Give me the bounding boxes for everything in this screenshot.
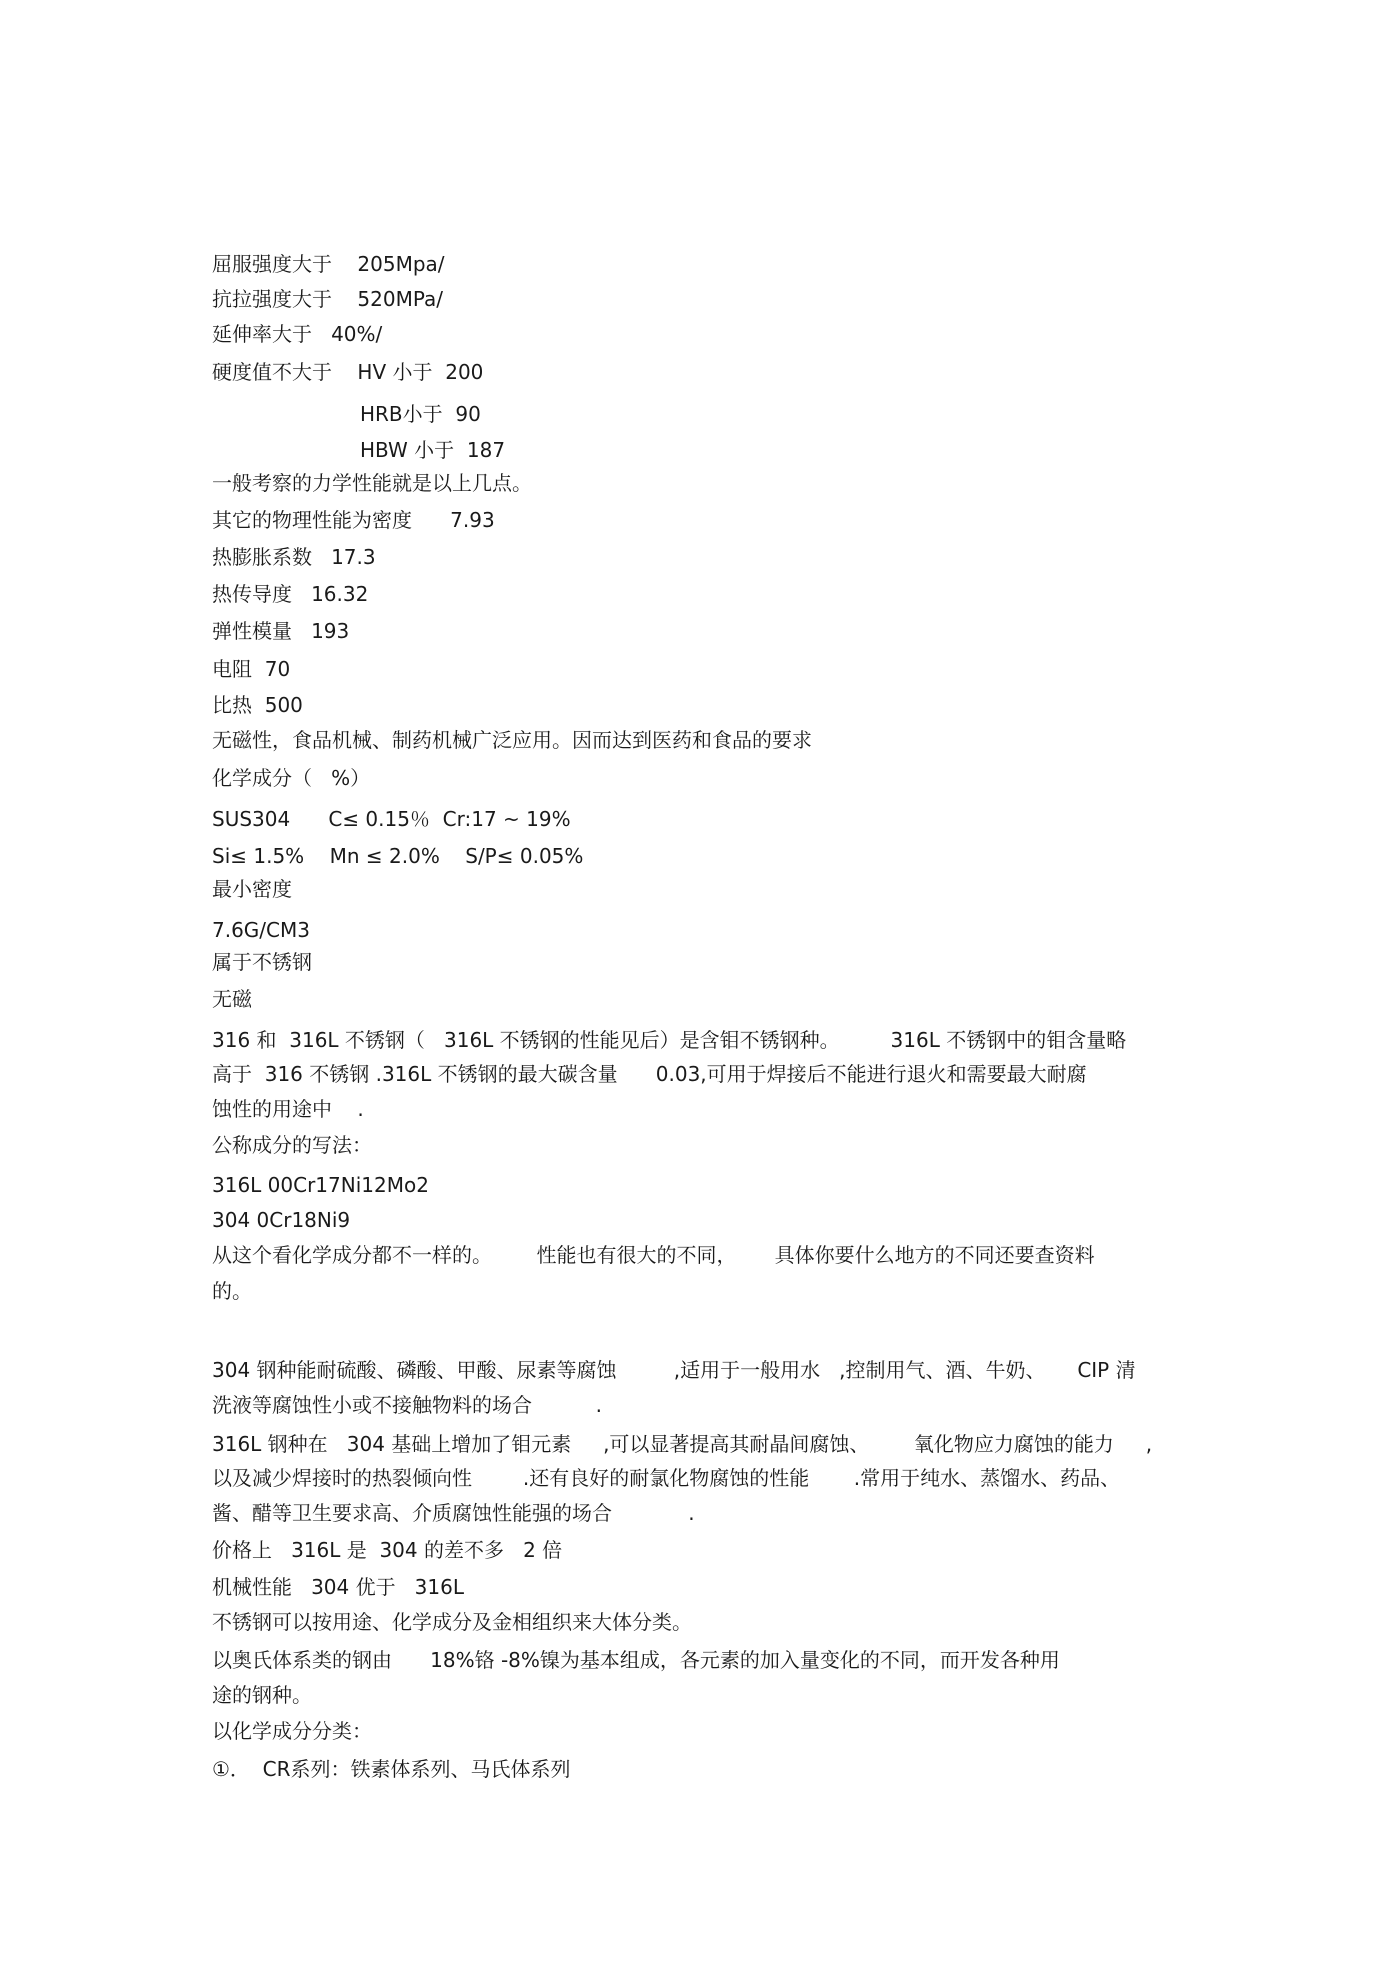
text-line: 最小密度	[212, 877, 292, 901]
text-line: 弹性模量 193	[212, 619, 350, 643]
text-line: 7.6G/CM3	[212, 918, 310, 942]
text-line: 化学成分（ %）	[212, 766, 371, 790]
text-line: 从这个看化学成分都不一样的。 性能也有很大的不同， 具体你要什么地方的不同还要查资料	[212, 1243, 1095, 1267]
text-line: 比热 500	[212, 693, 303, 717]
text-line: 延伸率大于 40%/	[212, 322, 383, 346]
text-line: 公称成分的写法：	[212, 1133, 372, 1157]
text-line: 以奥氏体系类的钢由 18%铬 -8%镍为基本组成，各元素的加入量变化的不同，而开发各种用	[212, 1648, 1060, 1672]
text-line: 的。	[212, 1279, 252, 1303]
text-line: 硬度值不大于 HV 小于 200	[212, 360, 484, 384]
text-line: 316L 钢种在 304 基础上增加了钼元素 ,可以显著提高其耐晶间腐蚀、 氧化物应力腐蚀的能力 ,	[212, 1432, 1153, 1456]
text-line: 机械性能 304 优于 316L	[212, 1575, 464, 1599]
text-line: 以及减少焊接时的热裂倾向性 .还有良好的耐氯化物腐蚀的性能 .常用于纯水、蒸馏水、药品、	[212, 1466, 1121, 1490]
text-line: 属于不锈钢	[212, 950, 312, 974]
text-line: 热膨胀系数 17.3	[212, 545, 376, 569]
text-line: 高于 316 不锈钢 .316L 不锈钢的最大碳含量 0.03,可用于焊接后不能进行退火和需要最大耐腐	[212, 1062, 1087, 1086]
text-line: 洗液等腐蚀性小或不接触物料的场合 .	[212, 1393, 602, 1417]
text-line: SUS304 C≤ 0.15％ Cr:17 ~ 19%	[212, 807, 571, 831]
text-line: 304 钢种能耐硫酸、磷酸、甲酸、尿素等腐蚀 ,适用于一般用水 ,控制用气、酒、牛奶、 CIP 清	[212, 1358, 1136, 1382]
text-line: HBW 小于 187	[360, 438, 506, 462]
text-line: 304 0Cr18Ni9	[212, 1208, 351, 1232]
text-line: 其它的物理性能为密度 7.93	[212, 508, 495, 532]
text-line: 不锈钢可以按用途、化学成分及金相组织来大体分类。	[212, 1610, 692, 1634]
text-line: 316 和 316L 不锈钢（ 316L 不锈钢的性能见后）是含钼不锈钢种。 316L 不锈钢中的钼含量略	[212, 1028, 1127, 1052]
text-line: ①． CR系列：铁素体系列、马氏体系列	[212, 1757, 571, 1781]
text-line: Si≤ 1.5% Mn ≤ 2.0% S/P≤ 0.05%	[212, 844, 584, 868]
text-line: 无磁	[212, 987, 252, 1011]
text-line: HRB小于 90	[360, 402, 481, 426]
text-line: 途的钢种。	[212, 1683, 312, 1707]
text-line: 无磁性，食品机械、制药机械广泛应用。因而达到医药和食品的要求	[212, 728, 812, 752]
text-line: 酱、醋等卫生要求高、介质腐蚀性能强的场合 .	[212, 1501, 695, 1525]
text-line: 蚀性的用途中 .	[212, 1097, 364, 1121]
text-line: 316L 00Cr17Ni12Mo2	[212, 1173, 429, 1197]
text-line: 热传导度 16.32	[212, 582, 369, 606]
text-line: 电阻 70	[212, 657, 291, 681]
text-line: 屈服强度大于 205Mpa/	[212, 252, 445, 276]
text-line: 一般考察的力学性能就是以上几点。	[212, 471, 532, 495]
text-line: 抗拉强度大于 520MPa/	[212, 287, 444, 311]
text-line: 以化学成分分类：	[212, 1719, 372, 1743]
text-line: 价格上 316L 是 304 的差不多 2 倍	[212, 1538, 563, 1562]
